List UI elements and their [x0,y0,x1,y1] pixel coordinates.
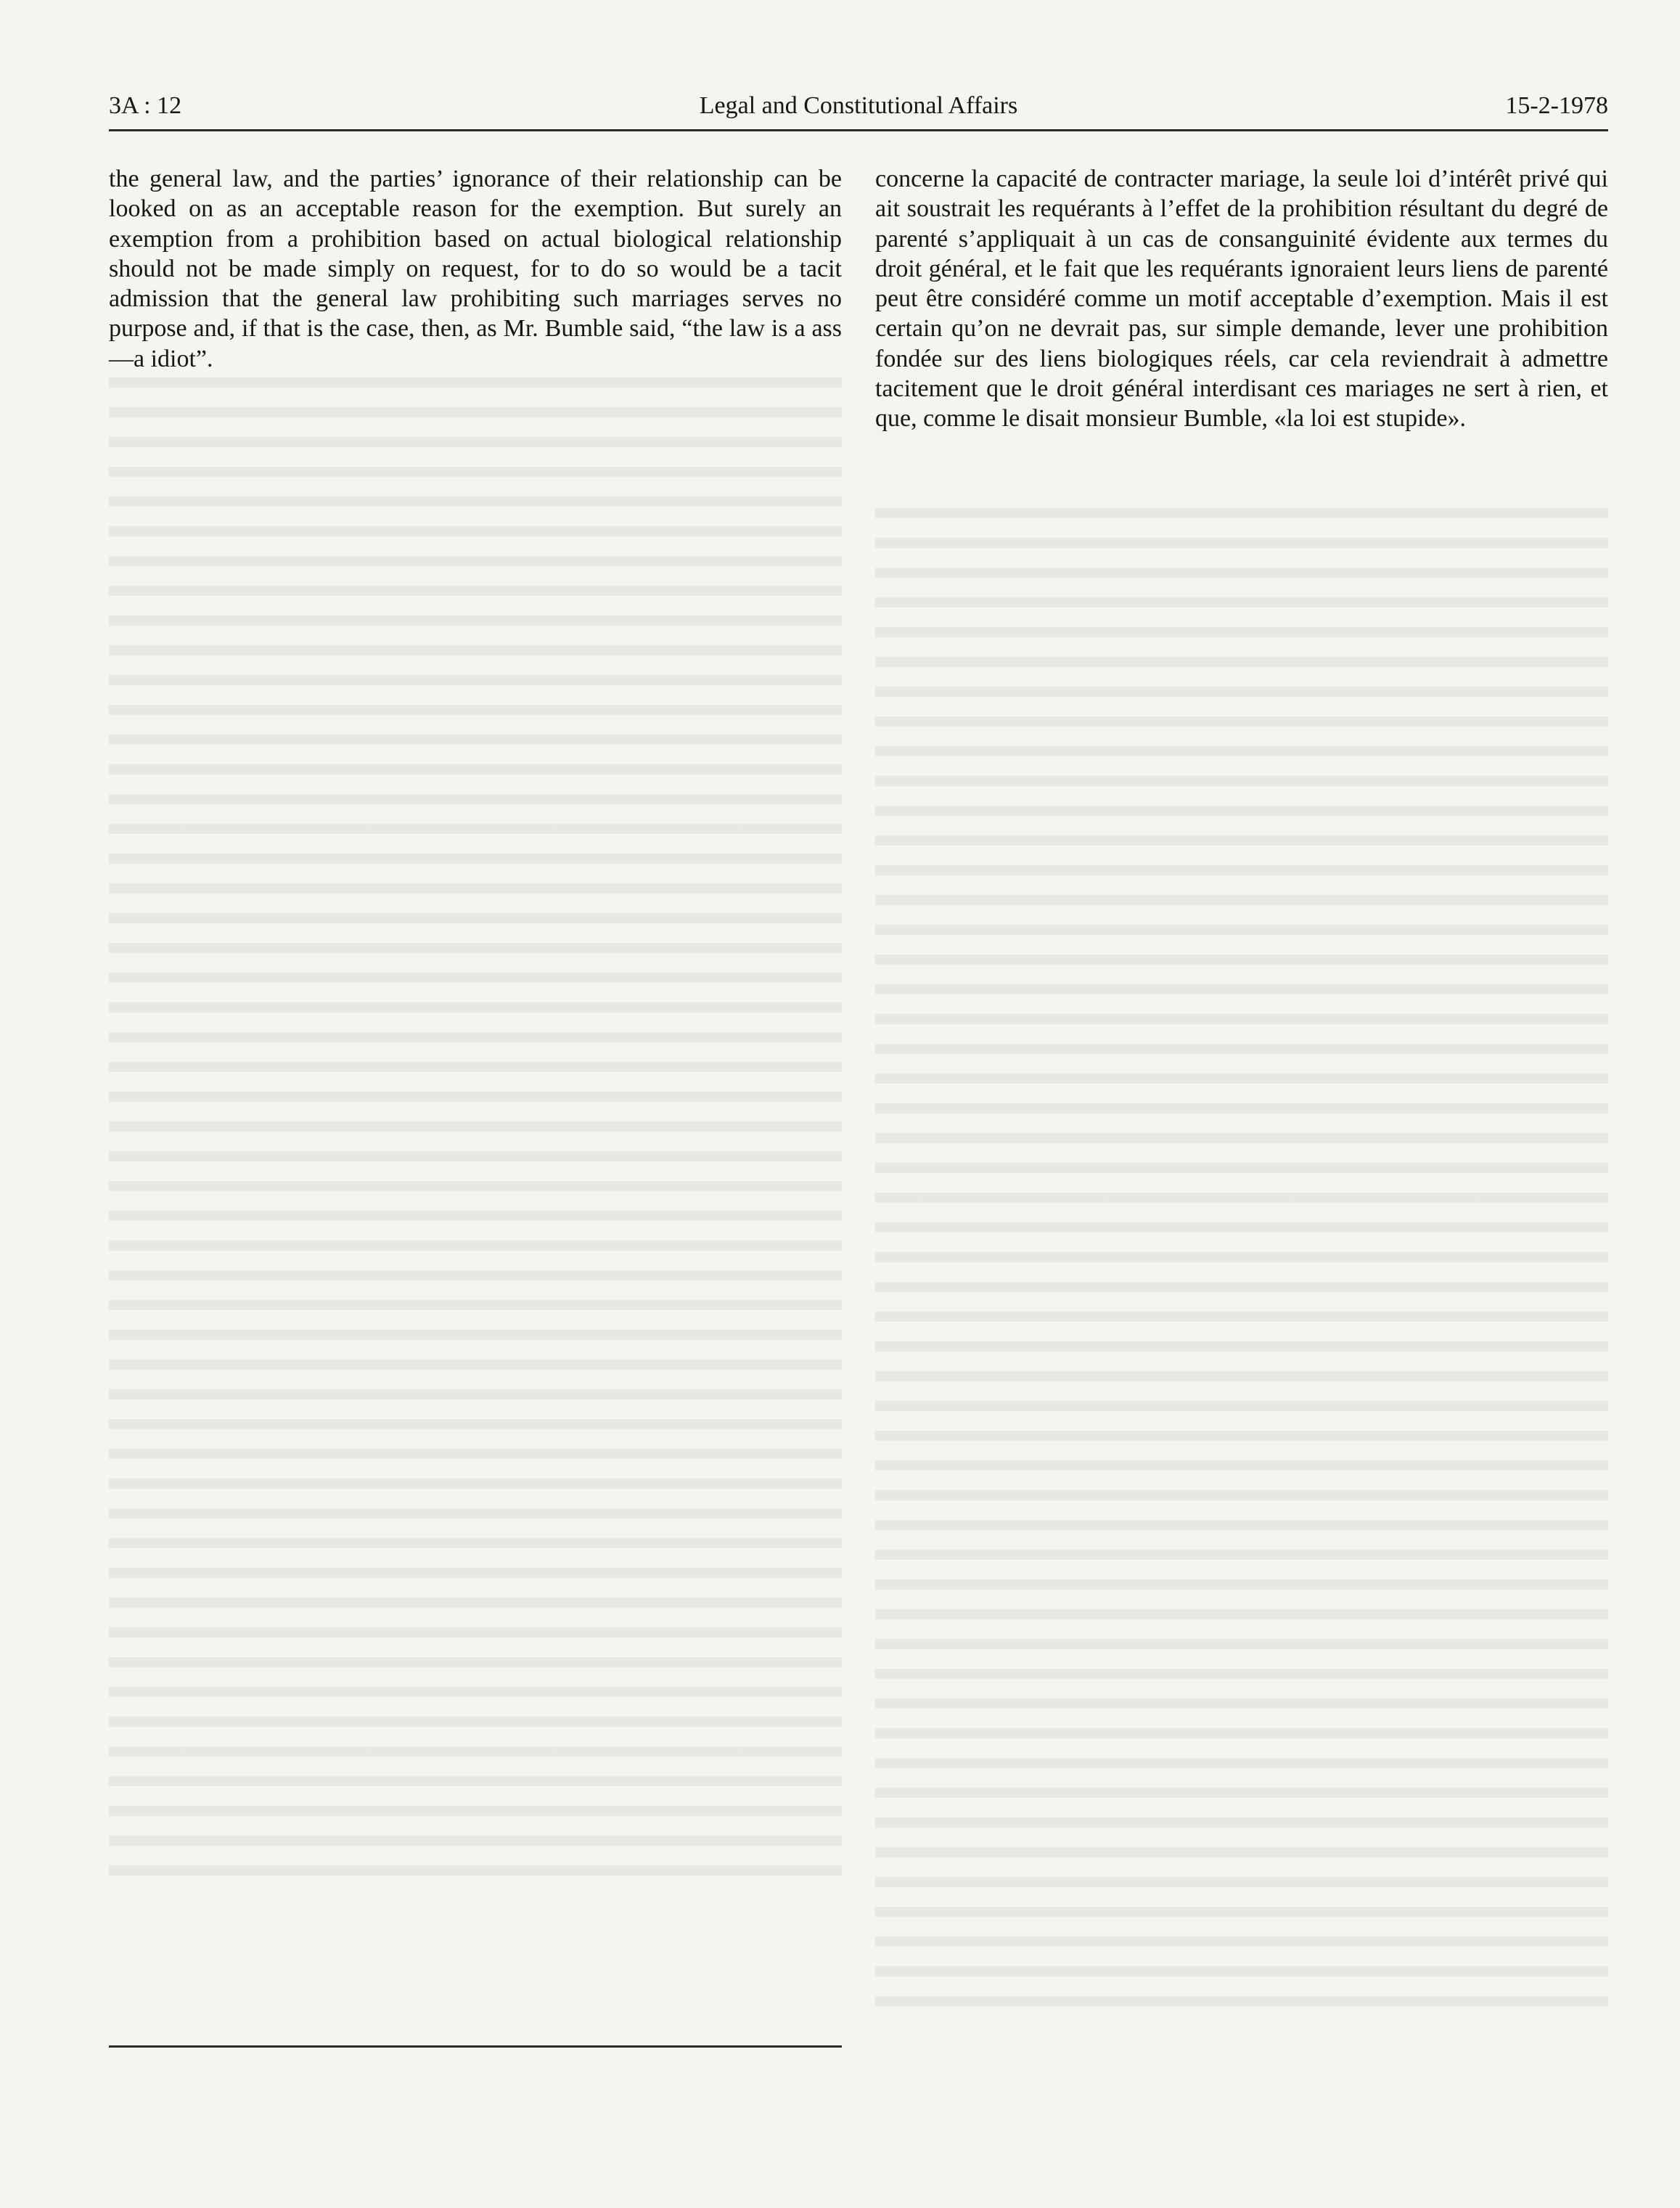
bleed-through-texture-right [875,508,1608,2025]
footer-rule [109,2045,842,2048]
header-rule [109,129,1608,131]
french-paragraph: concerne la capacité de contracter mariage, la seule loi d’intérêt privé qui ait soustrait les requérants à l’effet de la prohibition résultant du degré de parenté s’appliquait à un cas de consanguinité évidente aux termes du droit général, et le fait que les requérants ignoraient leurs liens de parenté peut être considéré comme un motif acceptable d’exemption. Mais il est certain qu’on ne devrait pas, sur simple demande, lever une prohibition fondée sur des liens biologiques réels, car cela reviendrait à admettre tacitement que le droit général interdisant ces mariages ne sert à rien, et que, comme le disait monsieur Bumble, «la loi est stupide». [875,165,1608,433]
french-column [875,164,1608,434]
issue-date: 15-2-1978 [1505,92,1608,119]
english-column [109,164,842,374]
page-number: 3A : 12 [109,92,182,119]
running-title: Legal and Constitutional Affairs [699,92,1018,119]
bleed-through-texture-left [109,377,842,1887]
running-header [109,86,1608,126]
english-paragraph: the general law, and the parties’ ignorance of their relationship can be looked on as an acceptable reason for the exemption. But surely an exemption from a prohibition based on actual biological relationship should not be made simply on request, for to do so would be a tacit admission that the general law prohibiting such marriages serves no purpose and, if that is the case, then, as Mr. Bumble said, “the law is a ass—a idiot”. [109,165,842,372]
